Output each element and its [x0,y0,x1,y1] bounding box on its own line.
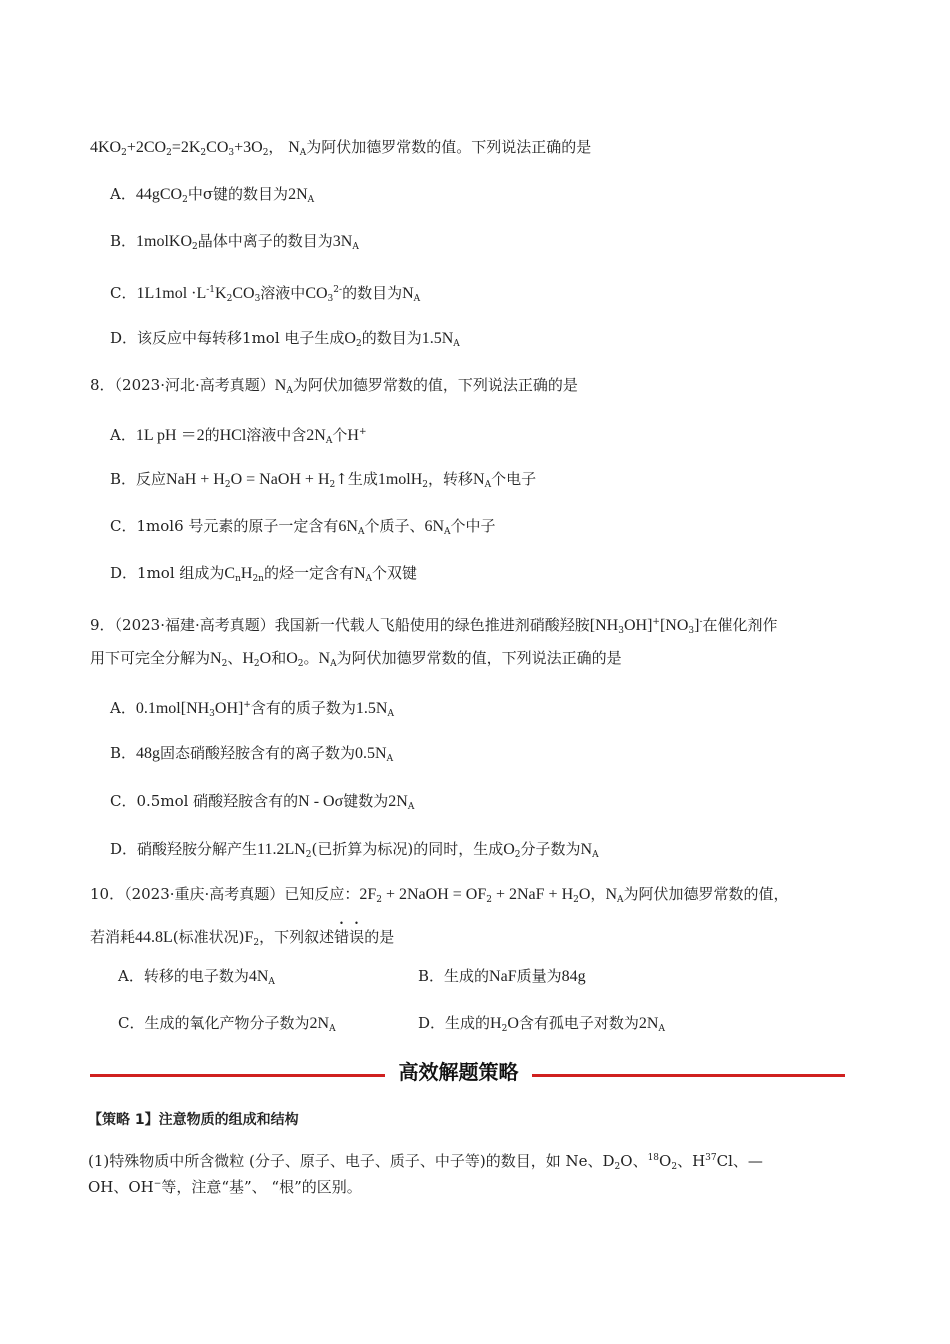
q10-option-d: D．生成的$H_2O$含有孤电子对数为$2N_A$ [418,1014,665,1034]
q8-option-c: C．1mol6 号元素的原子一定含有$6N_A$个质子、$6N_A$个中子 [110,517,496,537]
q9-option-d: D．硝酸羟胺分解产生$11.2LN_2$(已折算为标况)的同时，生成$O_2$分子数为$N_A$ [110,840,599,860]
strategy-line1: (1)特殊物质中所含微粒 (分子、原子、电子、质子、中子等)的数目，如 Ne、$D_2O$、$^{18}O_2$、$H^{37}Cl$、— [88,1152,763,1172]
q9-stem-line2: 用下可完全分解为$N_2$、$H_2O$和$O_2$。$N_A$为阿伏加德罗常数的值，下列说法正确的是 [90,649,622,669]
q9-option-b: B．48g固态硝酸羟胺含有的离子数为$0.5N_A$ [110,744,394,764]
strategy-line2: OH、OH−等，注意“基”、 “根”的区别。 [88,1178,362,1196]
q8-stem: 8．（2023·河北·高考真题）$N_A$为阿伏加德罗常数的值，下列说法正确的是 [90,376,578,396]
q10-option-b: B．生成的NaF质量为84g [418,967,586,985]
q7-option-d: D．该反应中每转移1mol 电子生成$O_2$的数目为$1.5N_A$ [110,329,460,349]
q8-option-d: D．1mol 组成为$C_nH_{2n}$的烃一定含有$N_A$个双键 [110,564,418,584]
section-banner [90,1054,845,1090]
q7-option-b: B．1molKO$_2$晶体中离子的数目为$3N_A$ [110,232,359,252]
q8-option-a: A．1L pH ＝2的HCl溶液中含$2N_A$个H+ [110,426,367,446]
strategy-heading: 【策略 1】注意物质的组成和结构 [88,1112,299,1128]
q10-option-a: A．转移的电子数为$4N_A$ [118,967,275,987]
q8-option-b: B．反应NaH + $H_2O$ = NaOH + $H_2↑$生成1molH$_2$，转移$N_A$个电子 [110,470,537,490]
q10-stem-line1: 10．（2023·重庆·高考真题）已知反应：$2F_2$ + 2NaOH = $OF_2 + 2NaF + H_2O$，$N_A$为阿伏加德罗常数的值， [90,885,789,905]
banner-rule-right [532,1074,845,1077]
q10-stem-line2: 若消耗44.8L(标准状况)$F_2$，下列叙述错误的是 [90,928,395,948]
q7-stem: $4KO_2+2CO_2=2K_2CO_3+3O_2$， $N_A$为阿伏加德罗常数的值。下列说法正确的是 [90,138,592,158]
q9-stem-line1: 9．（2023·福建·高考真题）我国新一代载人飞船使用的绿色推进剂硝酸羟胺$[NH_3OH]^+[NO_3]^-$在催化剂作 [90,616,778,636]
q9-option-c: C．0.5mol 硝酸羟胺含有的N - Oσ键数为$2N_A$ [110,792,415,812]
emphasis-dotted: 错误 [334,928,365,946]
q9-option-a: A．$0.1mol[NH_3OH]^+$含有的质子数为$1.5N_A$ [110,699,394,719]
q10-option-c: C．生成的氧化产物分子数为$2N_A$ [118,1014,336,1034]
q7-option-a: A．44gCO$_2$中σ键的数目为$2N_A$ [110,185,315,205]
q7-option-c: C．$1L1mol \cdot L^{-1}K_2CO_3$溶液中$CO_3^{2-}$的数目为$N_A$ [110,284,421,304]
banner-title: 高效解题策略 [398,1060,519,1084]
banner-rule-left [90,1074,385,1077]
